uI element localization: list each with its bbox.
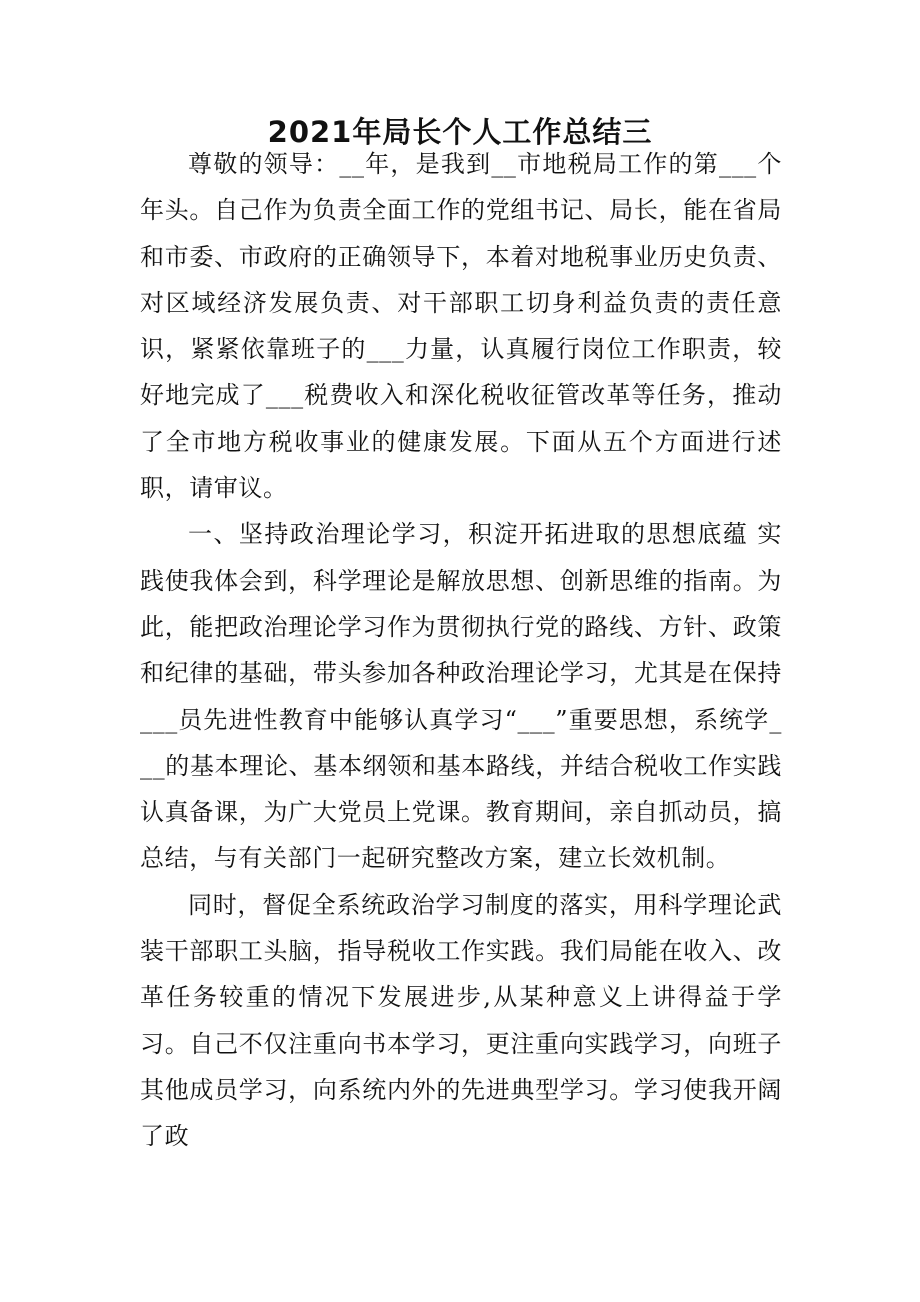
paragraph-intro: 尊敬的领导：__年，是我到__市地税局工作的第___个年头。自己作为负责全面工作的党组书记、局长，能在省局和市委、市政府的正确领导下，本着对地税事业历史负责、对区域经济发展负责、对干部职工切身利益负责的责任意识，紧紧依靠班子的___力量，认真履行岗位工作职责，较好地完成了___税费收入和深化税收征管改革等任务，推动了全市地方税收事业的健康发展。下面从五个方面进行述职，请审议。	[140, 150, 782, 503]
document-title: 2021年局长个人工作总结三	[267, 115, 653, 149]
document-body	[140, 141, 782, 1160]
paragraph-meanwhile: 同时，督促全系统政治学习制度的落实，用科学理论武装干部职工头脑，指导税收工作实践。我们局能在收入、改革任务较重的情况下发展进步,从某种意义上讲得益于学习。自己不仅注重向书本学习，更注重向实践学习，向班子其他成员学习，向系统内外的先进典型学习。学习使我开阔了政	[140, 890, 782, 1151]
paragraph-section-one: 一、坚持政治理论学习，积淀开拓进取的思想底蕴 实践使我体会到，科学理论是解放思想、创新思维的指南。为此，能把政治理论学习作为贯彻执行党的路线、方针、政策和纪律的基础，带头参加各种政治理论学习，尤其是在保持___员先进性教育中能够认真学习“___”重要思想，系统学___的基本理论、基本纲领和基本路线，并结合税收工作实践认真备课，为广大党员上党课。教育期间，亲自抓动员，搞总结，与有关部门一起研究整改方案，建立长效机制。	[140, 520, 782, 873]
